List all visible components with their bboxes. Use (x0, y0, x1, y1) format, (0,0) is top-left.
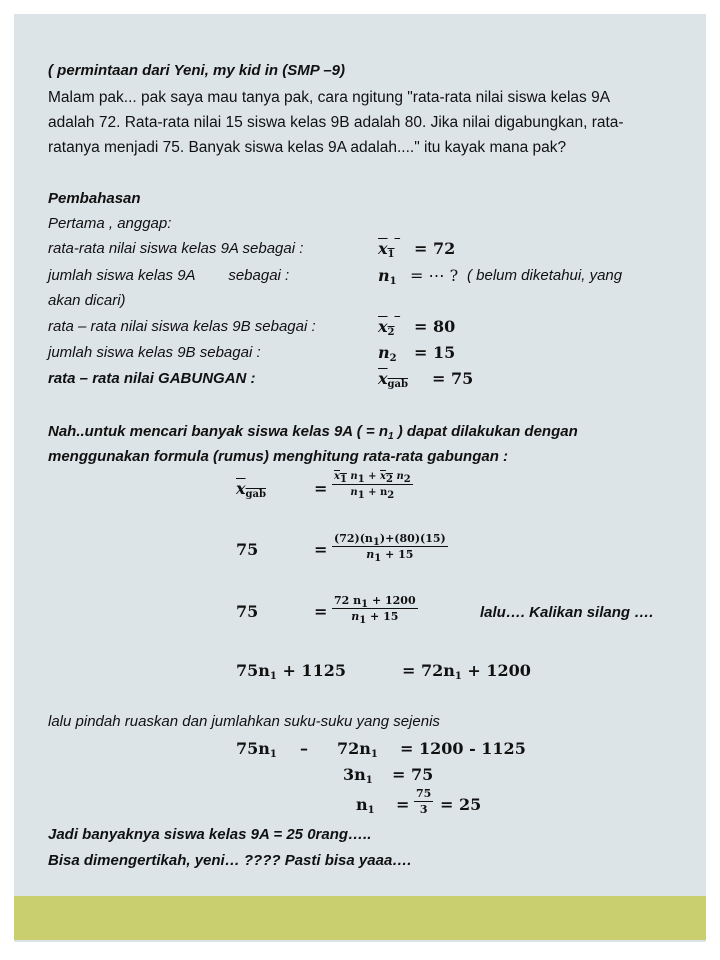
final-instruction: lalu pindah ruaskan dan jumlahkan suku-suku yang sejenis (48, 713, 440, 730)
question-line-2: adalah 72. Rata-rata nilai 15 siswa kelas 9B adalah 80. Jika nilai digabungkan, rata- (48, 114, 624, 131)
question-line-1: Malam pak... pak saya mau tanya pak, cara ngitung "rata-rata nilai siswa kelas 9A (48, 89, 611, 106)
definition-value-3: = 80 (414, 317, 456, 336)
definition-label-5: rata – rata nilai GABUNGAN : (48, 370, 256, 387)
step4-right: = $72n_1 + 1200$ (402, 661, 531, 682)
definition-symbol-3: $x_2$ (378, 317, 395, 338)
question-line-3: ratanya menjadi 75. Banyak siswa kelas 9A adalah...." itu kayak mana pak? (48, 139, 567, 156)
formula-lhs: $x_{gab}$ (236, 479, 267, 500)
step2-lhs: 75 (236, 540, 259, 559)
final-line1-rhs: = 1200 - 1125 (400, 739, 526, 758)
final-line3-eq: = (396, 795, 410, 814)
definition-label-2: jumlah siswa kelas 9A sebagai : (48, 267, 290, 284)
definition-value-4: = 15 (414, 343, 456, 362)
definition-label-3: rata – rata nilai siswa kelas 9B sebagai : (48, 318, 316, 335)
formula-equals-2: = (314, 540, 328, 559)
solution-title: Pembahasan (48, 190, 141, 207)
formula-equals-1: = (314, 479, 328, 498)
formula-fraction-2: $\frac{(72)(n_1)+(80)(15)}{n_1 + 15}$ (334, 532, 446, 564)
definition-note-2: ( belum diketahui, yang (467, 267, 623, 284)
paragraph-line-1: Nah..untuk mencari banyak siswa kelas 9A ( = $n_1$ ) dapat dilakukan dengan (48, 423, 578, 442)
footer-strip (14, 896, 706, 940)
definition-symbol-4: $n_2$ (378, 343, 397, 364)
definition-symbol-5: $x_{gab}$ (378, 369, 409, 390)
formula-equals-3: = (314, 602, 328, 621)
definition-note-continued: akan dicari) (48, 292, 126, 309)
final-line1-a: $75n_1$ (236, 739, 277, 760)
final-line3-rhs: = 25 (440, 795, 482, 814)
final-fraction: $\frac{75}{3}$ (416, 787, 432, 816)
formula-fraction-1: $\frac{x_1 n_1 + x_2 n_2}{n_1 + n_2}$ (334, 471, 411, 501)
final-line2-a: $3n_1$ (343, 765, 373, 786)
final-line2-rhs: = 75 (392, 765, 434, 784)
step4-left: $75n_1 + 1125$ (236, 661, 346, 682)
definition-value-5: = 75 (432, 369, 474, 388)
conclusion-line-1: Jadi banyaknya siswa kelas 9A = 25 0rang….. (48, 826, 372, 843)
paragraph-line-2: menggunakan formula (rumus) menghitung rata-rata gabungan : (48, 448, 509, 465)
definition-value-1: = 72 (414, 239, 456, 258)
cross-multiply-note: lalu…. Kalikan silang …. (480, 604, 654, 621)
formula-fraction-3: $\frac{72 n_1 + 1200}{n_1 + 15}$ (334, 594, 416, 626)
final-line1-minus: – (300, 739, 308, 758)
definition-label-4: jumlah siswa kelas 9B sebagai : (48, 344, 261, 361)
definition-symbol-1: $x_1$ (378, 239, 395, 260)
definition-value-2: = ⋯ ? (410, 266, 459, 285)
definition-label-1: rata-rata nilai siswa kelas 9A sebagai : (48, 240, 304, 257)
solution-intro: Pertama , anggap: (48, 215, 172, 232)
final-line1-b: $72n_1$ (337, 739, 378, 760)
definition-symbol-2: $n_1$ (378, 266, 397, 287)
request-line: ( permintaan dari Yeni, my kid in (SMP –9) (48, 62, 346, 79)
conclusion-line-2: Bisa dimengertikah, yeni… ???? Pasti bisa yaaa…. (48, 852, 412, 869)
final-line3-a: $n_1$ (356, 795, 375, 816)
step3-lhs: 75 (236, 602, 259, 621)
